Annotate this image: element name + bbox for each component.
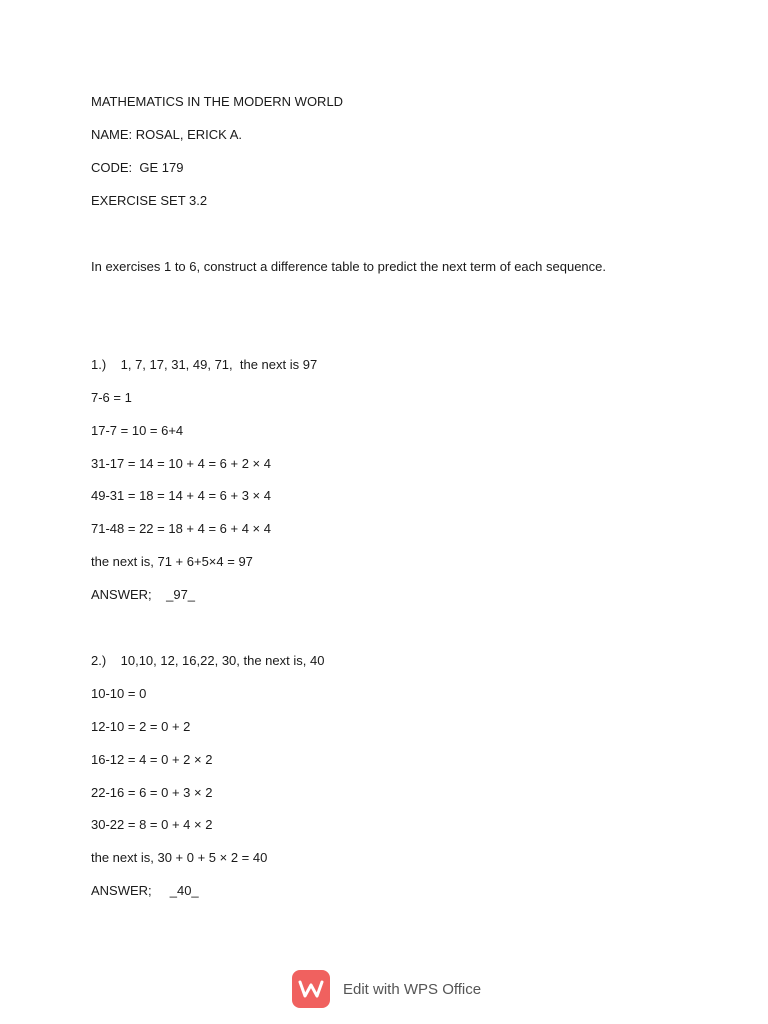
problem-step: 71-48 = 22 = 18 + 4 = 6 + 4 × 4	[91, 521, 271, 536]
problem-title: 2.) 10,10, 12, 16,22, 30, the next is, 40	[91, 653, 325, 668]
wps-edit-label: Edit with WPS Office	[343, 980, 482, 998]
problem-step: 31-17 = 14 = 10 + 4 = 6 + 2 × 4	[91, 456, 271, 471]
problem-step: 22-16 = 6 = 0 + 3 × 2	[91, 785, 213, 800]
instructions: In exercises 1 to 6, construct a difference table to predict the next term of each sequence.	[91, 259, 606, 274]
problem-answer: ANSWER; _40_	[91, 883, 199, 898]
course-code: CODE: GE 179	[91, 160, 184, 175]
problem-answer: ANSWER; _97_	[91, 587, 196, 602]
problem-step: the next is, 71 + 6+5×4 = 97	[91, 554, 253, 569]
wps-w-glyph	[298, 979, 324, 999]
student-name: NAME: ROSAL, ERICK A.	[91, 127, 242, 142]
exercise-set: EXERCISE SET 3.2	[91, 193, 208, 208]
problem-step: 7-6 = 1	[91, 390, 132, 405]
course-title: MATHEMATICS IN THE MODERN WORLD	[91, 94, 344, 109]
problem-step: 10-10 = 0	[91, 686, 147, 701]
problem-step: 49-31 = 18 = 14 + 4 = 6 + 3 × 4	[91, 488, 271, 503]
problem-step: 17-7 = 10 = 6+4	[91, 423, 184, 438]
edit-with-wps-button[interactable]	[292, 968, 481, 1010]
problem-step: 16-12 = 4 = 0 + 2 × 2	[91, 752, 213, 767]
wps-logo-icon	[292, 970, 330, 1008]
problem-title: 1.) 1, 7, 17, 31, 49, 71, the next is 97	[91, 357, 318, 372]
problem-step: 12-10 = 2 = 0 + 2	[91, 719, 191, 734]
problem-step: 30-22 = 8 = 0 + 4 × 2	[91, 817, 213, 832]
problem-step: the next is, 30 + 0 + 5 × 2 = 40	[91, 850, 268, 865]
